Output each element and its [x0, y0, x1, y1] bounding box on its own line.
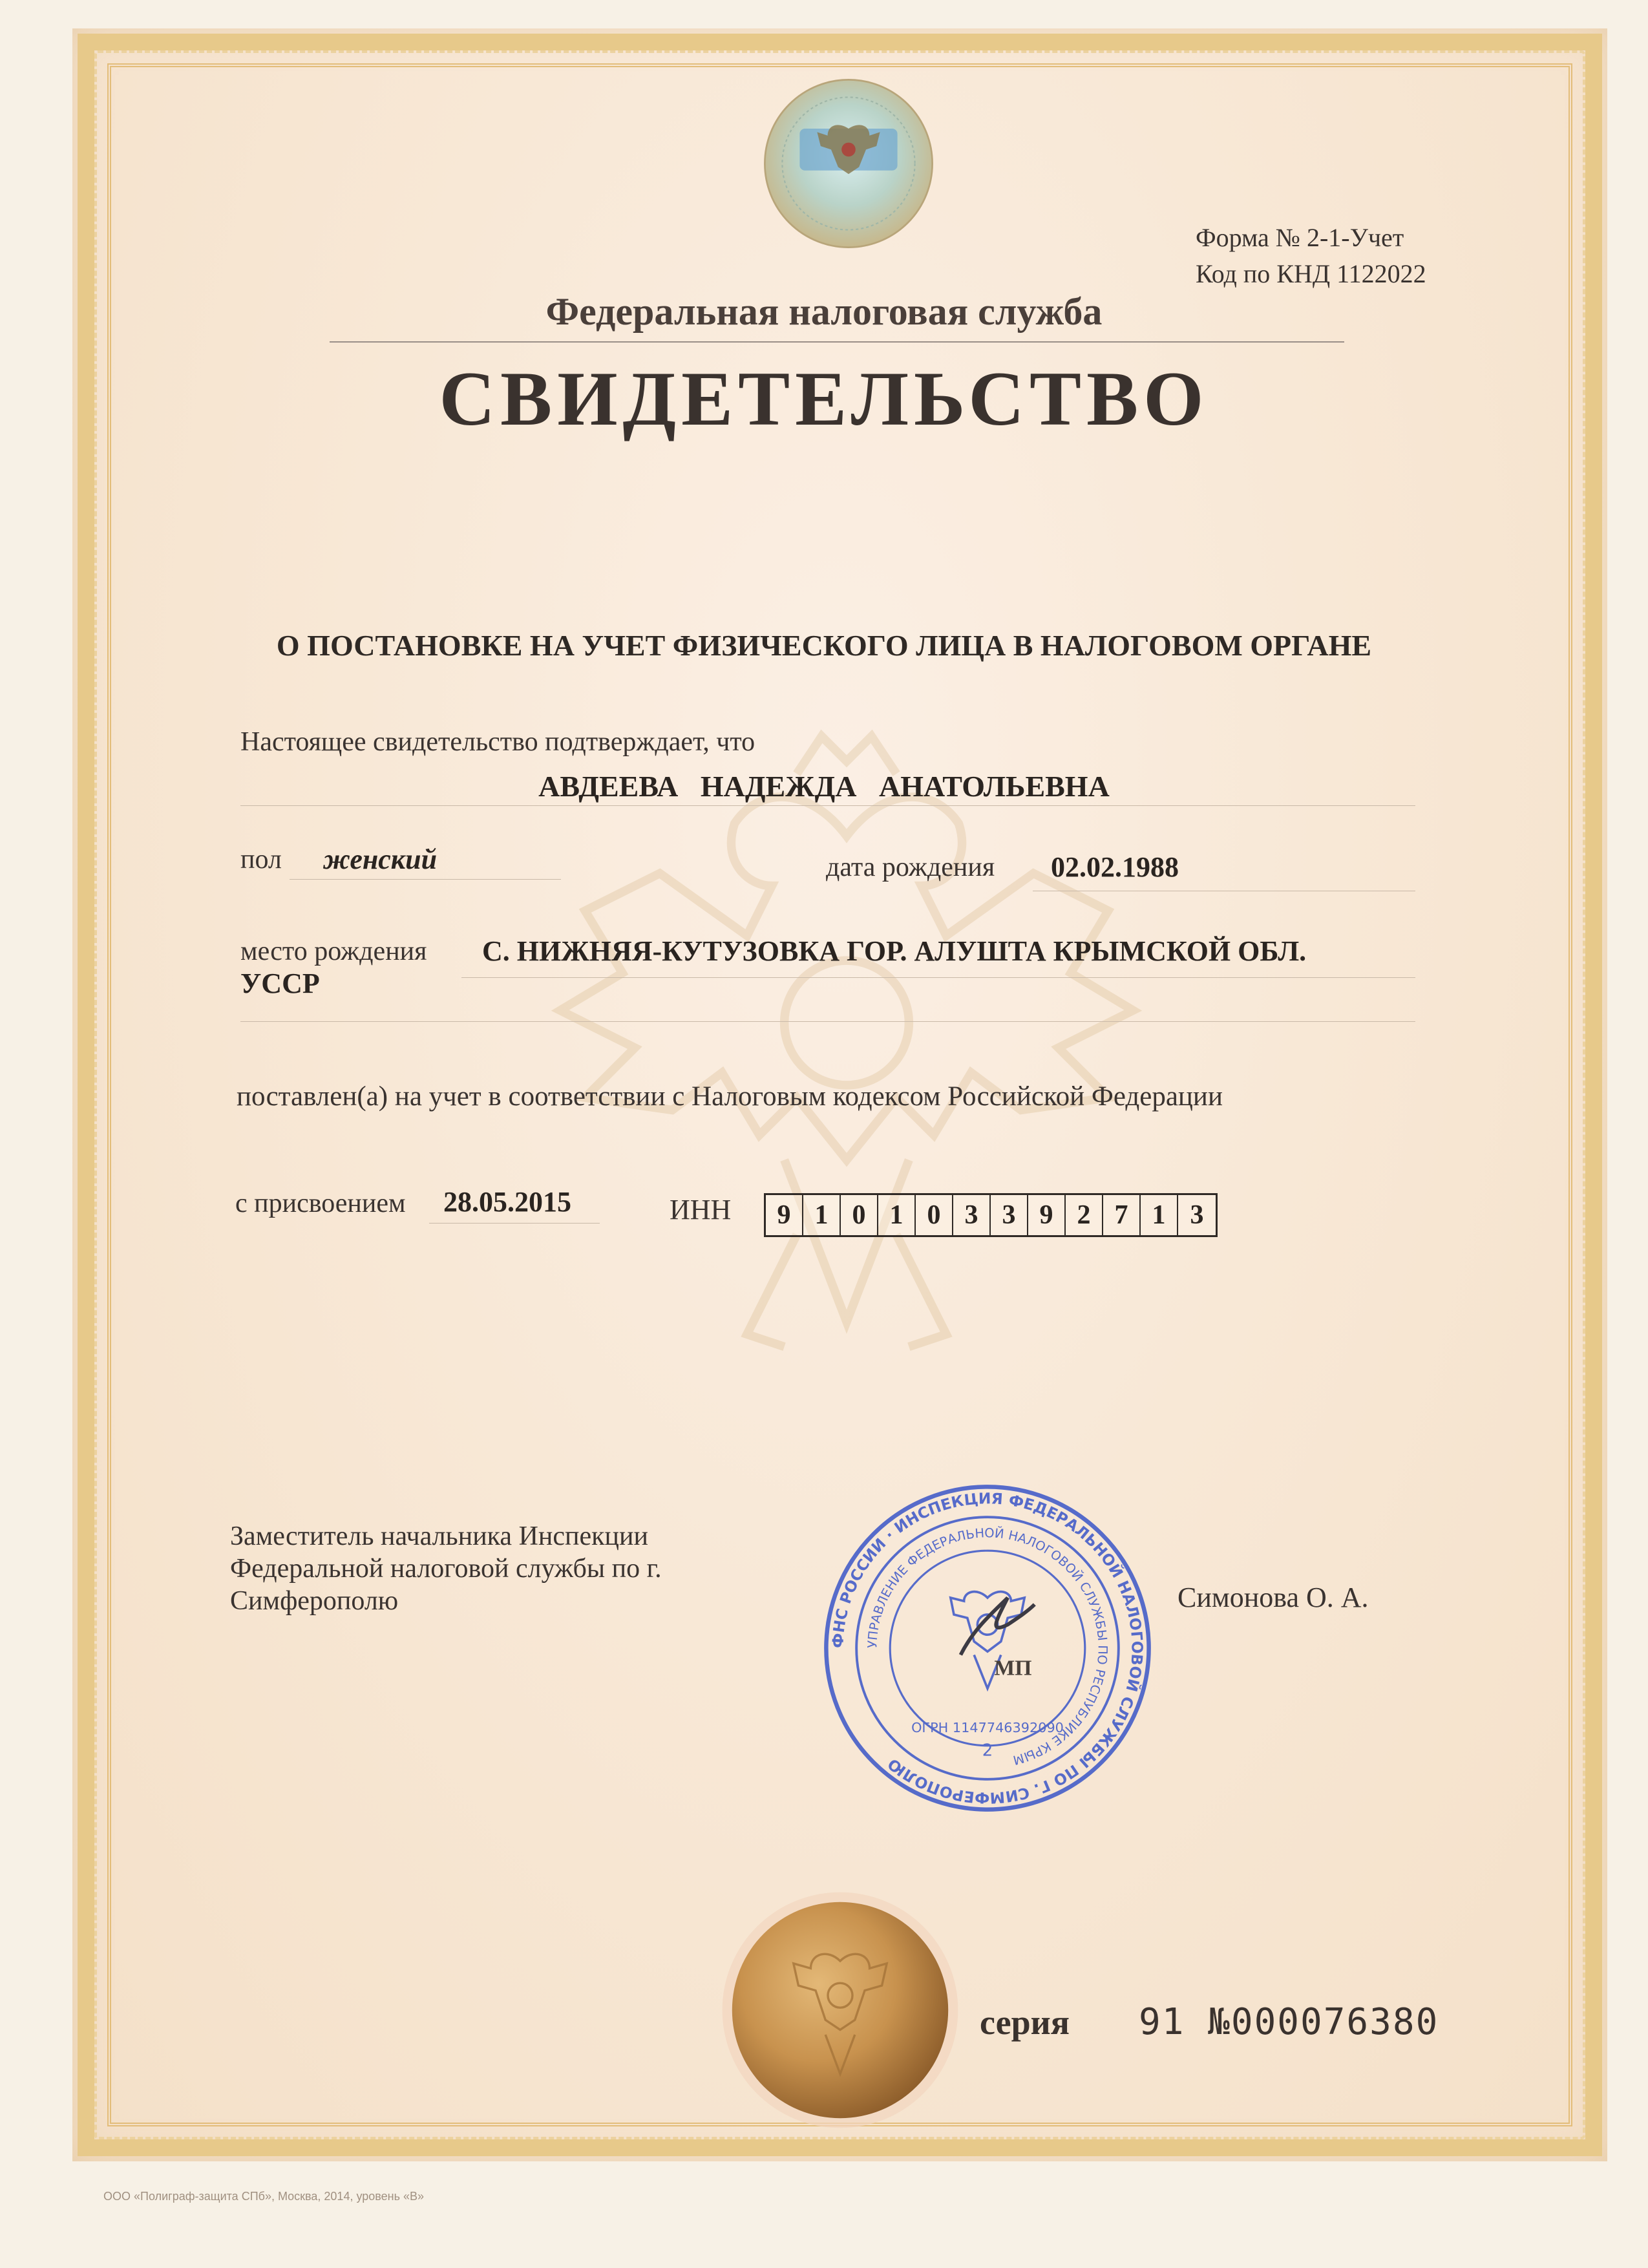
stamp-ogrn: ОГРН 1147746392090	[911, 1720, 1064, 1735]
inn-digit: 1	[1141, 1195, 1178, 1235]
hologram-emblem-icon	[761, 76, 936, 251]
form-number	[1196, 220, 1426, 292]
inn-digit: 9	[766, 1195, 803, 1235]
knd-code-line: Код по КНД 1122022	[1196, 259, 1426, 288]
official-stamp-icon	[819, 1480, 1156, 1816]
sex-label: пол	[240, 845, 282, 874]
birthplace-line-2: УССР	[240, 968, 320, 999]
printer-note: ООО «Полиграф-защита СПб», Москва, 2014, уровень «В»	[103, 2190, 424, 2203]
inn-digit: 3	[953, 1195, 991, 1235]
inn-digit: 7	[1103, 1195, 1141, 1235]
series-label: серия	[980, 2003, 1070, 2042]
mp-label: МП	[994, 1656, 1032, 1680]
assigned-date: 28.05.2015	[443, 1186, 571, 1218]
coat-of-arms-watermark-icon	[530, 724, 1163, 1409]
position-line-2: Федеральной налоговой службы по г.	[230, 1554, 662, 1584]
form-number-line: Форма № 2-1-Учет	[1196, 223, 1404, 252]
assigned-label: с присвоением	[235, 1189, 406, 1218]
signatory-name: Симонова О. А.	[1178, 1582, 1369, 1613]
stamp-number: 2	[982, 1741, 993, 1761]
stamp-outer-text: ФНС РОССИИ · ИНСПЕКЦИЯ ФЕДЕРАЛЬНОЙ НАЛОГОВОЙ СЛУЖБЫ ПО Г. СИМФЕРОПОЛЮ	[829, 1489, 1146, 1807]
agency-underline	[330, 341, 1344, 343]
document-subtitle: О ПОСТАНОВКЕ НА УЧЕТ ФИЗИЧЕСКОГО ЛИЦА В НАЛОГОВОМ ОРГАНЕ	[276, 629, 1372, 662]
position-line-1: Заместитель начальника Инспекции	[230, 1521, 648, 1551]
name-underline	[240, 805, 1415, 806]
serial-number: 91 №000076380	[1139, 2001, 1439, 2043]
inn-digit: 9	[1028, 1195, 1066, 1235]
stamp-inner-text: УПРАВЛЕНИЕ ФЕДЕРАЛЬНОЙ НАЛОГОВОЙ СЛУЖБЫ ПО РЕСПУБЛИКЕ КРЫМ	[865, 1525, 1110, 1768]
inn-number	[764, 1193, 1218, 1237]
inn-label: ИНН	[670, 1194, 732, 1225]
birthplace-line-1: С. НИЖНЯЯ-КУТУЗОВКА ГОР. АЛУШТА КРЫМСКОЙ ОБЛ.	[482, 935, 1307, 967]
inn-digit: 2	[1066, 1195, 1103, 1235]
inn-digit: 3	[1190, 1200, 1204, 1230]
dob-label: дата рождения	[826, 853, 995, 882]
dob-value: 02.02.1988	[1051, 851, 1179, 883]
sex-value: женский	[323, 843, 438, 875]
gold-seal-icon	[717, 1887, 963, 2133]
confirm-label: Настоящее свидетельство подтверждает, что	[240, 727, 755, 757]
inn-digit: 3	[991, 1195, 1028, 1235]
inn-digit: 1	[803, 1195, 841, 1235]
document-title: СВИДЕТЕЛЬСТВО	[439, 355, 1209, 441]
inn-digit: 0	[916, 1195, 953, 1235]
birthplace-label: место рождения	[240, 937, 427, 966]
registration-statement: поставлен(а) на учет в соответствии с Налоговым кодексом Российской Федерации	[237, 1081, 1223, 1112]
agency-name: Федеральная налоговая служба	[545, 290, 1103, 333]
position-line-3: Симферополю	[230, 1586, 399, 1616]
sex-underline	[290, 879, 561, 880]
full-name: АВДЕЕВА НАДЕЖДА АНАТОЛЬЕВНА	[538, 770, 1110, 803]
assigned-date-underline	[429, 1223, 600, 1224]
birthplace-underline-1	[461, 977, 1415, 978]
inn-digit: 0	[841, 1195, 878, 1235]
inn-digit: 1	[878, 1195, 916, 1235]
signatory-position	[230, 1520, 662, 1617]
birthplace-underline-2	[240, 1021, 1415, 1022]
